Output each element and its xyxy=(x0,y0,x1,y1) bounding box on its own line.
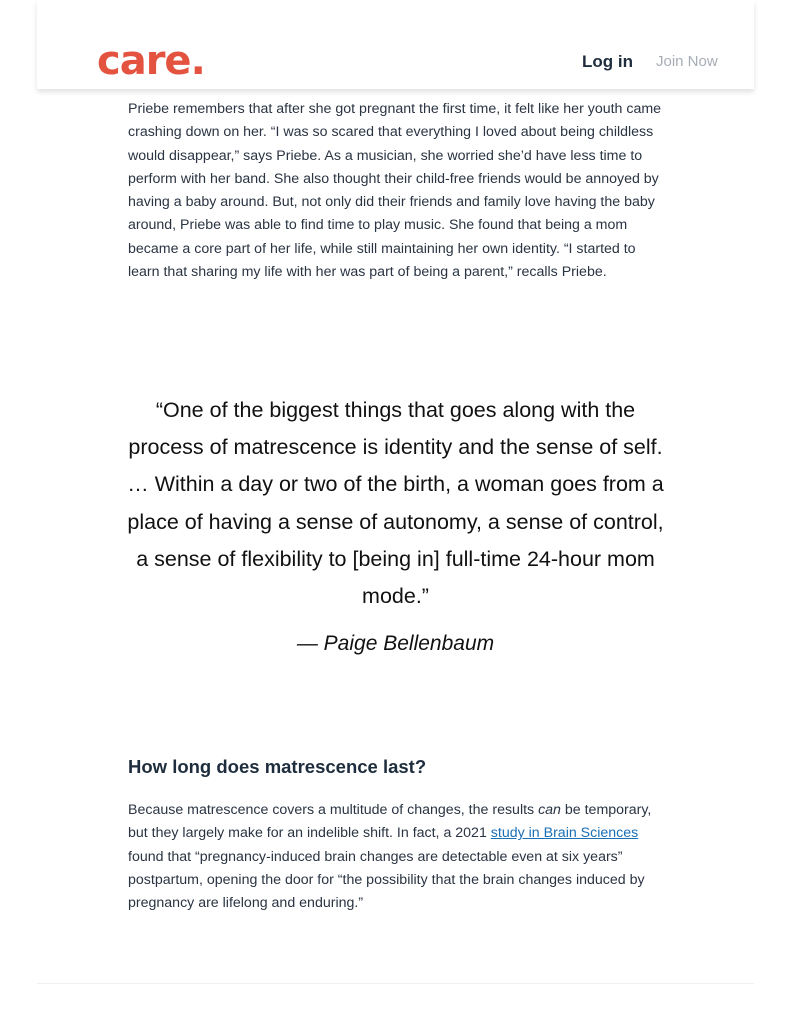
logo-text: care xyxy=(97,38,191,84)
divider xyxy=(37,983,754,984)
emphasis-text: can xyxy=(538,802,561,818)
paragraph-text: be temporary, but they largely make for an indelible shift. In fact, a 2021 xyxy=(128,802,652,842)
join-now-link[interactable]: Join Now xyxy=(656,53,718,70)
quote-attribution: — Paige Bellenbaum xyxy=(296,632,495,655)
logo-dot: . xyxy=(190,38,205,84)
article-paragraph: Priebe remembers that after she got pregnant the first time, it felt like her youth came crashing down on her. “I was so scared that everything I loved about being childless would disappear,” says Priebe. As a musician, she worried she’d have less time to perform with her band. She also thought their child-free friends would be annoyed by having a baby around. But, not only did their friends and family love having the baby around, Priebe was able to find time to play music. She found that being a mom became a core part of her life, while still maintaining her own identity. “I started to learn that sharing my life with her was part of being a parent,” recalls Priebe. xyxy=(128,101,662,281)
article-paragraph-2 xyxy=(128,799,663,915)
pull-quote: “One of the biggest things that goes along with the process of matrescence is identity and the sense of self. … Within a day or two of the birth, a woman goes from a place of having a sense of autonomy, a sense of control, a sense of flexibility to [being in] full-time 24-hour mom mode.” xyxy=(127,398,664,609)
paragraph-text: found that “pregnancy-induced brain changes are detectable even at six years” postpartum, opening the door for “the possibility that the brain changes induced by pregnancy are lifelong and enduring.” xyxy=(128,848,645,912)
site-header xyxy=(37,0,754,89)
login-link[interactable]: Log in xyxy=(582,52,633,71)
section-heading: How long does matrescence last? xyxy=(128,756,427,777)
care-logo[interactable] xyxy=(97,39,205,83)
paragraph-text: Because matrescence covers a multitude of changes, the results xyxy=(128,802,539,818)
study-link[interactable]: study in Brain Sciences xyxy=(490,825,639,842)
